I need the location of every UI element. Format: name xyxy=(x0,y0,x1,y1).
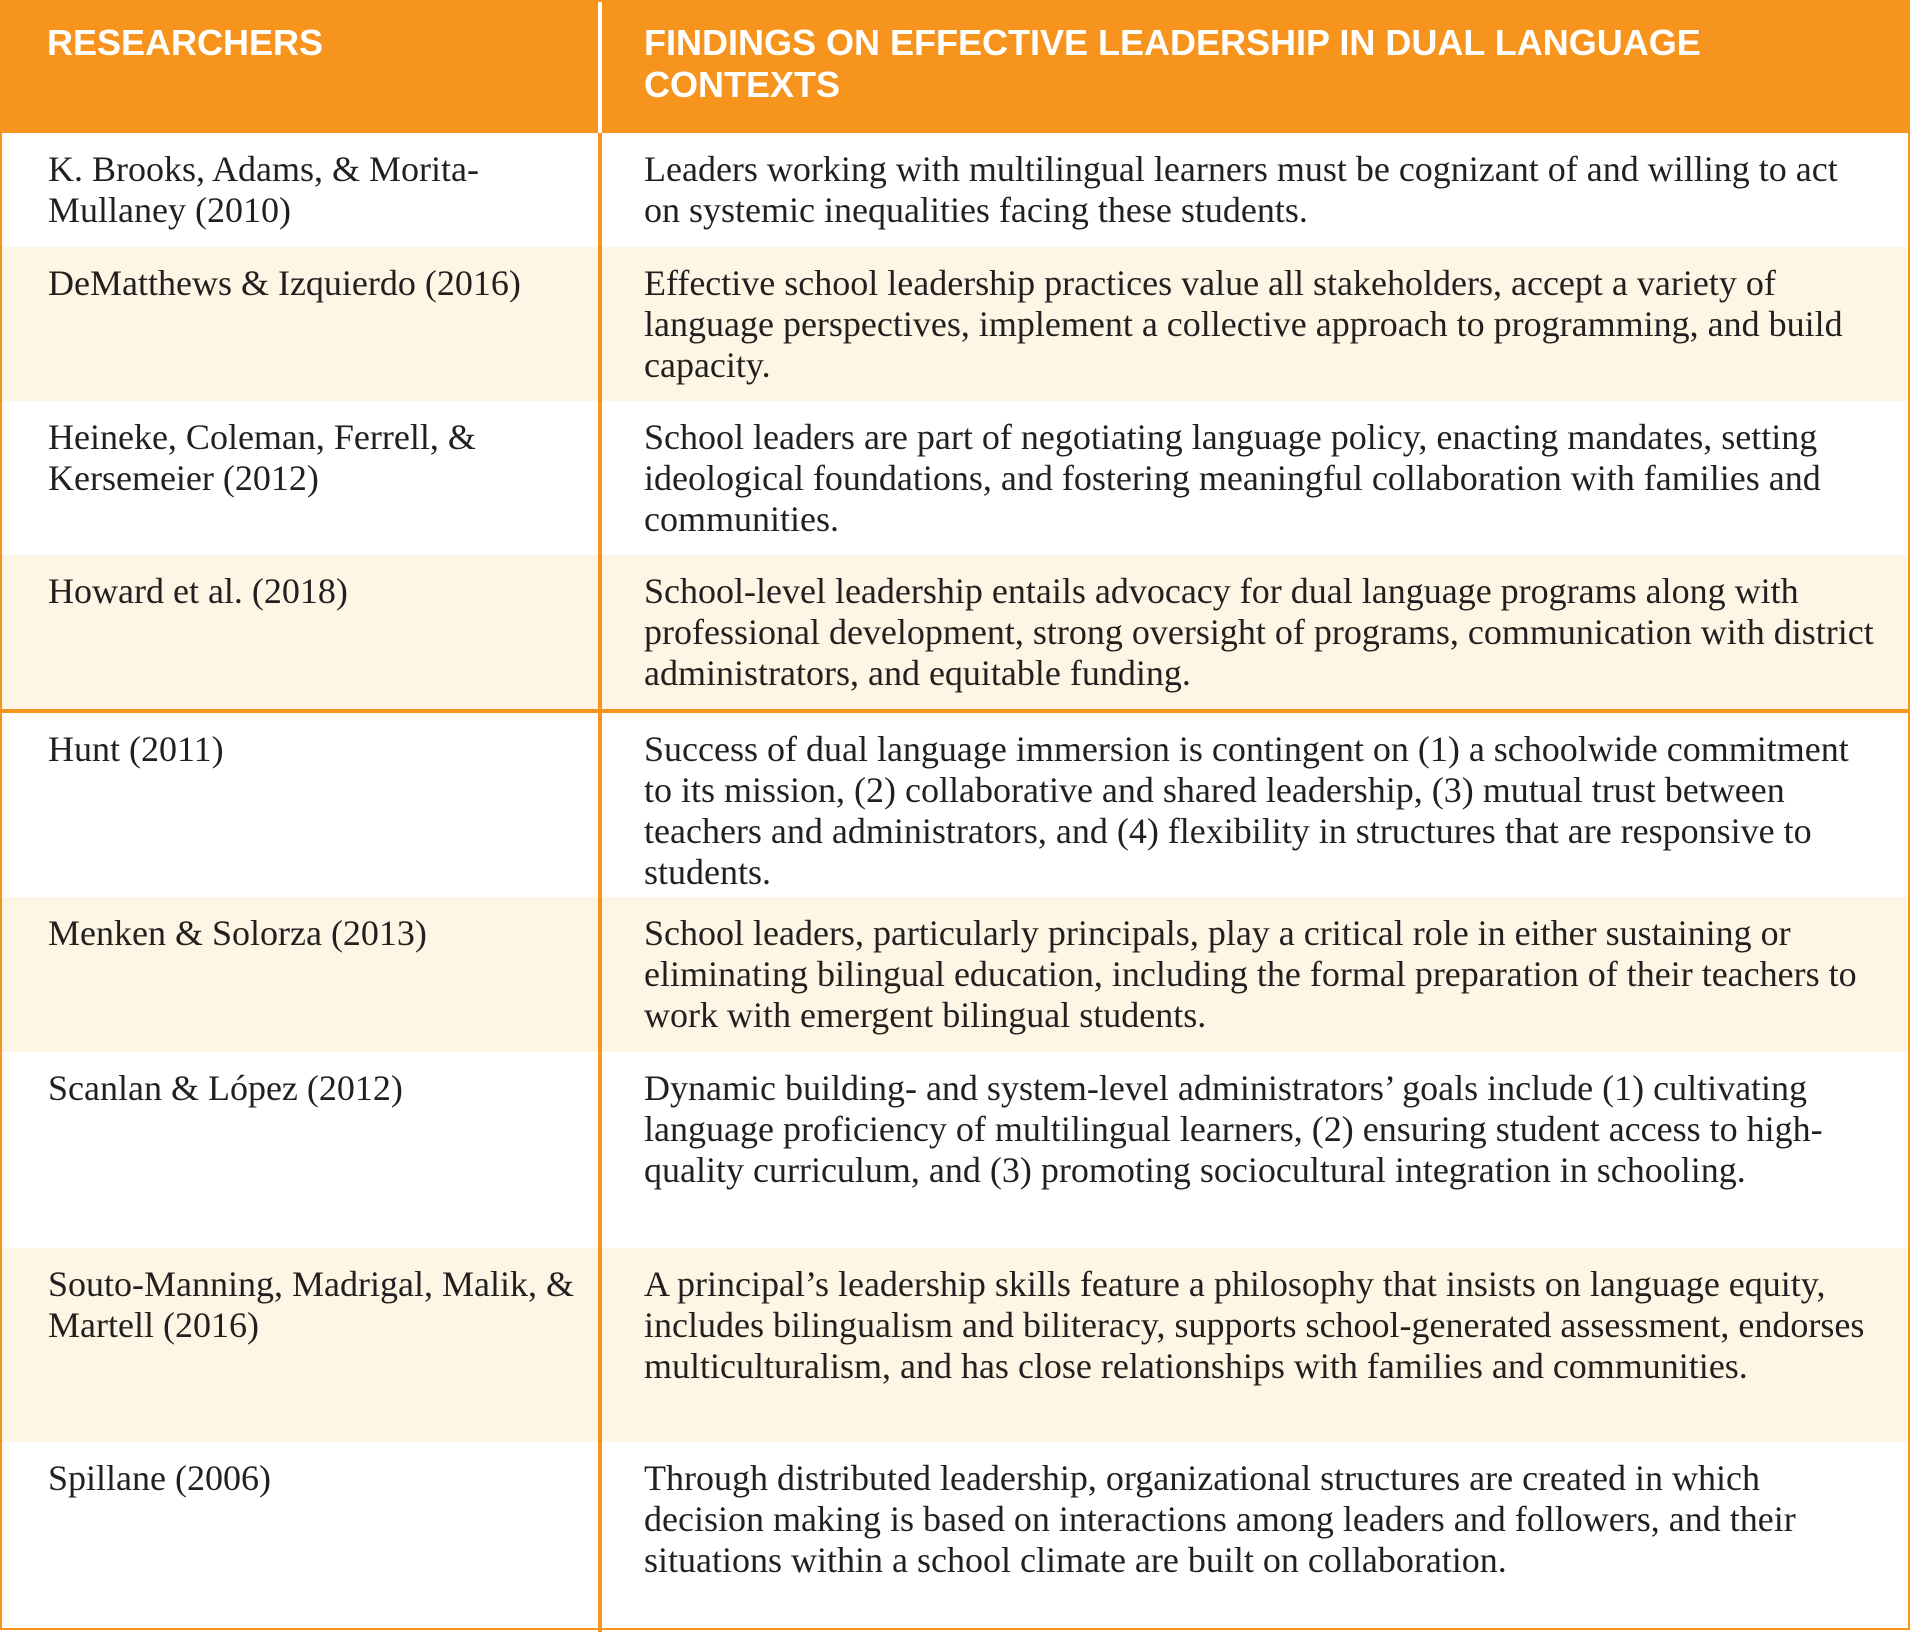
researchers-cell: Scanlan & López (2012) xyxy=(2,1052,602,1248)
header-findings: FINDINGS ON EFFECTIVE LEADERSHIP IN DUAL LANGUAGE CONTEXTS xyxy=(644,22,1701,105)
table-row xyxy=(2,709,1908,897)
findings-cell: School leaders are part of negotiating language policy, enacting mandates, setting ideological foundations, and fostering meaningful collaboration with families and communities. xyxy=(644,417,1821,539)
table-row xyxy=(2,133,1908,247)
findings-cell: School-level leadership entails advocacy for dual language programs along with professional development, strong oversight of programs, communication with district administrators, and equitable funding. xyxy=(644,571,1874,693)
table-row xyxy=(2,1248,1908,1442)
header-researchers: RESEARCHERS xyxy=(2,2,602,133)
researchers-cell: K. Brooks, Adams, & Morita-Mullaney (2010) xyxy=(2,133,602,247)
table-row xyxy=(2,401,1908,555)
findings-cell: Effective school leadership practices value all stakeholders, accept a variety of language perspectives, implement a collective approach to programming, and build capacity. xyxy=(644,263,1843,385)
researchers-cell: Hunt (2011) xyxy=(2,713,602,897)
table-row xyxy=(2,555,1908,709)
findings-cell: School leaders, particularly principals, play a critical role in either sustaining or eliminating bilingual education, including the formal preparation of their teachers to work with emergent bilingual students. xyxy=(644,913,1857,1035)
researchers-cell: Menken & Solorza (2013) xyxy=(2,897,602,1052)
table-row xyxy=(2,247,1908,401)
researchers-cell: DeMatthews & Izquierdo (2016) xyxy=(2,247,602,401)
findings-cell: Leaders working with multilingual learners must be cognizant of and willing to act on systemic inequalities facing these students. xyxy=(644,149,1838,230)
table-row xyxy=(2,1052,1908,1248)
table-row xyxy=(2,897,1908,1052)
findings-cell: Success of dual language immersion is contingent on (1) a schoolwide commitment to its mission, (2) collaborative and shared leadership, (3) mutual trust between teachers and administrators, and (4) flexibility in structures that are responsive to students. xyxy=(644,729,1849,892)
researchers-cell: Heineke, Coleman, Ferrell, & Kersemeier (2012) xyxy=(2,401,602,555)
findings-cell: Dynamic building- and system-level administrators’ goals include (1) cultivating language proficiency of multilingual learners, (2) ensuring student access to high-quality curriculum, and (3) promoting sociocultural integration in schooling. xyxy=(644,1068,1823,1190)
researchers-cell: Spillane (2006) xyxy=(2,1442,602,1632)
findings-cell: A principal’s leadership skills feature a philosophy that insists on language equity, includes bilingualism and biliteracy, supports school-generated assessment, endorses multiculturalism, and has close relationships with families and communities. xyxy=(644,1264,1865,1386)
findings-cell: Through distributed leadership, organizational structures are created in which decision making is based on interactions among leaders and followers, and their situations within a school climate are built on collaboration. xyxy=(644,1458,1796,1580)
researchers-cell: Souto-Manning, Madrigal, Malik, & Martell (2016) xyxy=(2,1248,602,1442)
table-row xyxy=(2,1442,1908,1632)
table-header xyxy=(2,2,1908,133)
researchers-cell: Howard et al. (2018) xyxy=(2,555,602,709)
